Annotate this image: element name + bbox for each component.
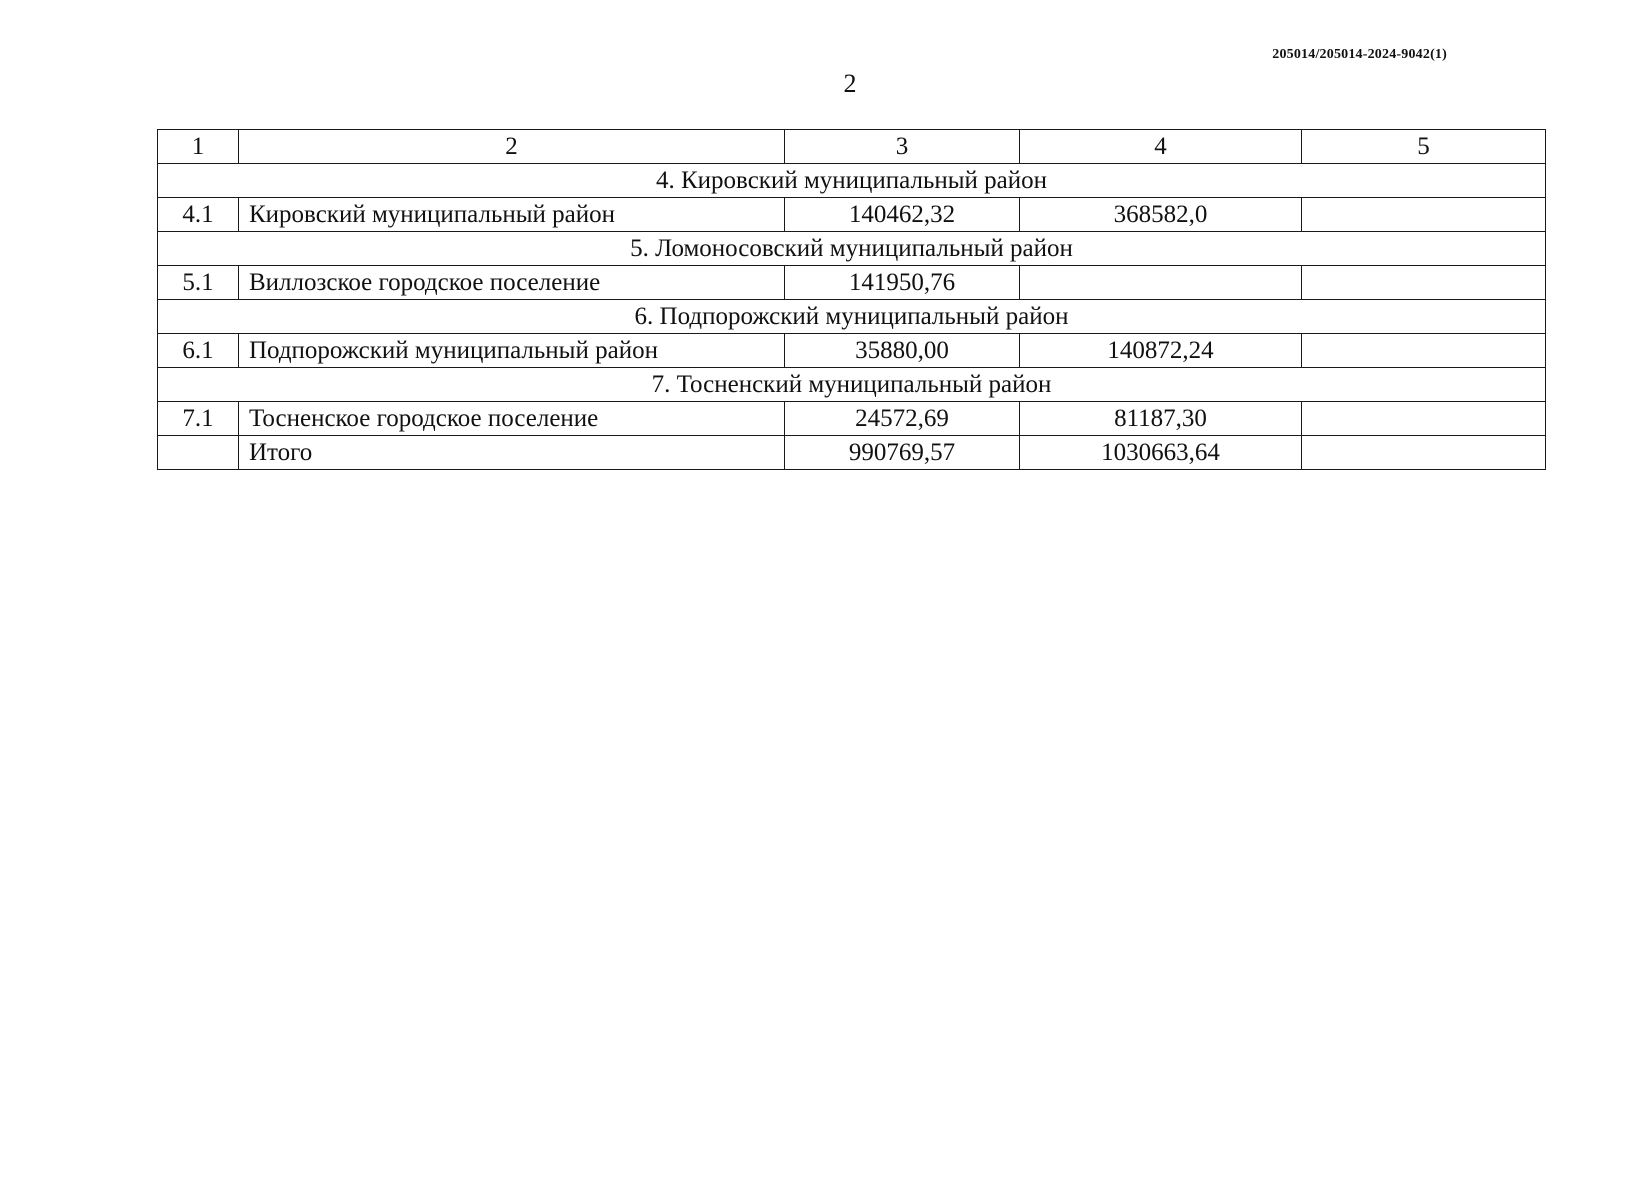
row-name-cell: Кировский муниципальный район [239,198,785,232]
column-number-cell: 1 [158,130,239,164]
row-col5-cell [1302,198,1546,232]
total-row [158,436,1546,470]
page-number: 2 [843,69,857,98]
section-title: 4. Кировский муниципальный район [158,164,1546,198]
total-col4-cell: 1030663,64 [1020,436,1302,470]
section-row [158,368,1546,402]
row-col3-cell: 140462,32 [785,198,1020,232]
row-name-cell: Тосненское городское поселение [239,402,785,436]
row-number-cell: 7.1 [158,402,239,436]
column-number-cell: 5 [1302,130,1546,164]
row-col4-cell [1020,266,1302,300]
data-table [157,129,1546,470]
row-col5-cell [1302,266,1546,300]
total-label-cell: Итого [239,436,785,470]
table-row [158,198,1546,232]
row-col3-cell: 35880,00 [785,334,1020,368]
column-number-row [158,130,1546,164]
section-row [158,164,1546,198]
row-name-cell: Подпорожский муниципальный район [239,334,785,368]
total-col3-cell: 990769,57 [785,436,1020,470]
document-id: 205014/205014-2024-9042(1) [1272,47,1447,62]
row-number-cell: 5.1 [158,266,239,300]
section-row [158,300,1546,334]
row-number-cell: 6.1 [158,334,239,368]
column-number-cell: 2 [239,130,785,164]
section-title: 6. Подпорожский муниципальный район [158,300,1546,334]
section-title: 7. Тосненский муниципальный район [158,368,1546,402]
row-col5-cell [1302,402,1546,436]
row-number-cell: 4.1 [158,198,239,232]
row-name-cell: Виллозское городское поселение [239,266,785,300]
row-col4-cell: 368582,0 [1020,198,1302,232]
table-row [158,402,1546,436]
row-col4-cell: 140872,24 [1020,334,1302,368]
row-col4-cell: 81187,30 [1020,402,1302,436]
total-number-cell [158,436,239,470]
table-row [158,334,1546,368]
column-number-cell: 4 [1020,130,1302,164]
table-row [158,266,1546,300]
total-col5-cell [1302,436,1546,470]
row-col5-cell [1302,334,1546,368]
row-col3-cell: 24572,69 [785,402,1020,436]
row-col3-cell: 141950,76 [785,266,1020,300]
section-row [158,232,1546,266]
section-title: 5. Ломоносовский муниципальный район [158,232,1546,266]
column-number-cell: 3 [785,130,1020,164]
